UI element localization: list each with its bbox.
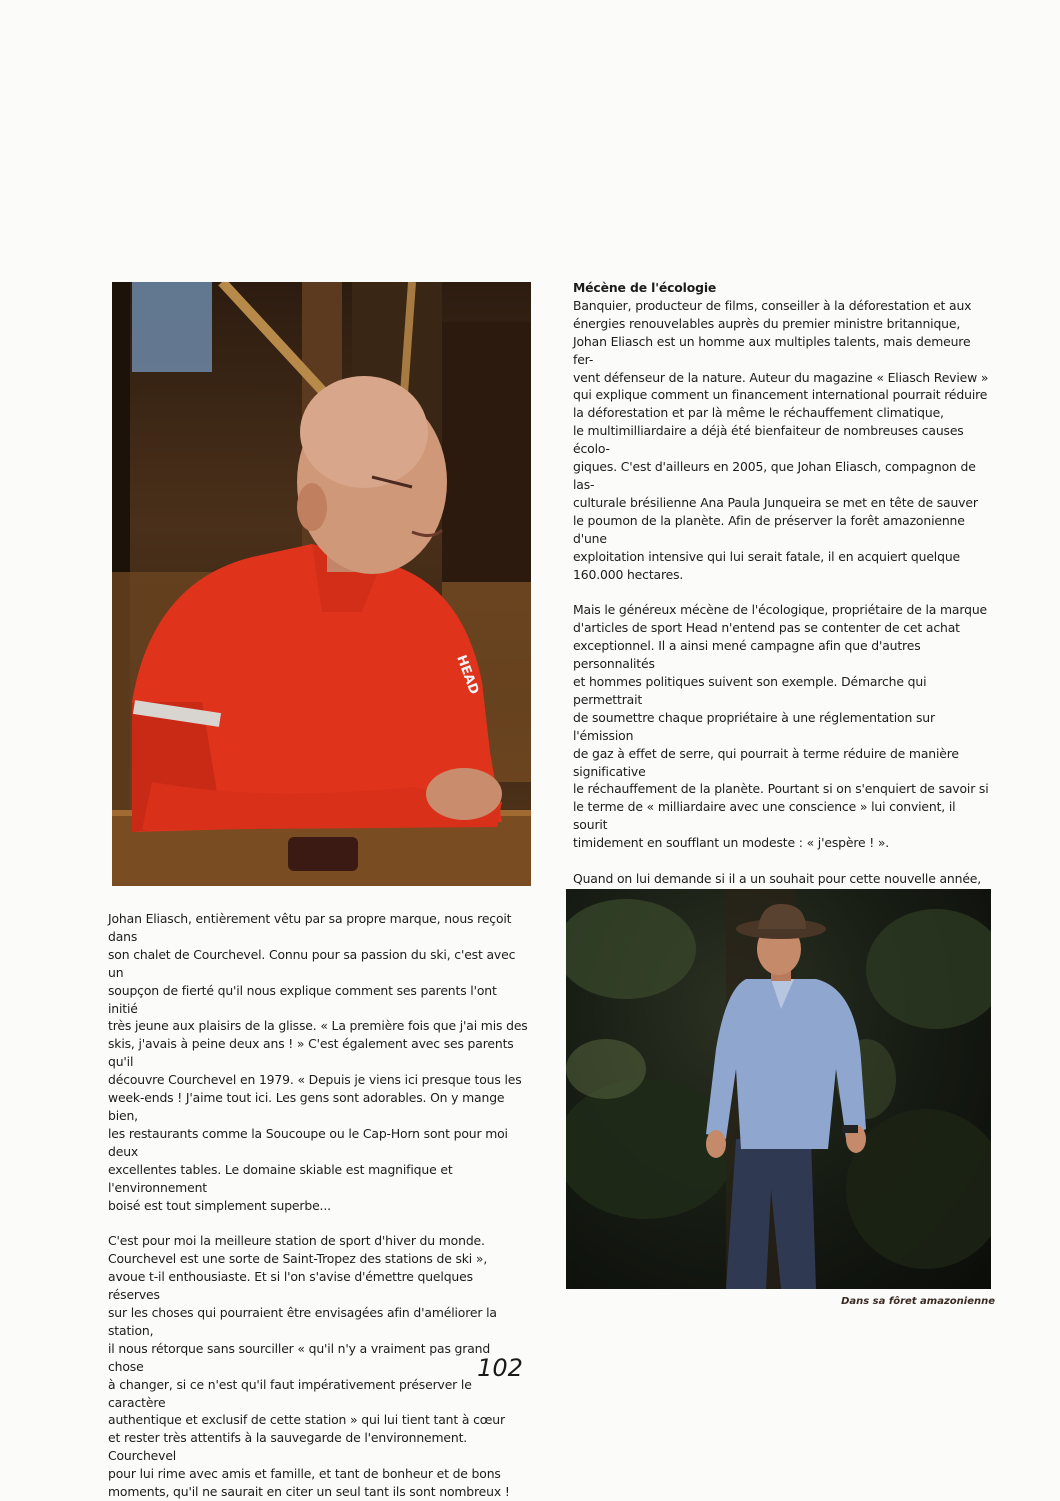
portrait-photo — [112, 282, 531, 886]
article-paragraph: Mais le généreux mécène de l'écologique, propriétaire de la marque d'articles de sport Head n'entend pas se contenter de cet achat exceptionnel. Il a ainsi mené campagne afin que d'autres personnalités et hommes politiques suivent son exemple. Démarche qui permettrait de soumettre chaque propriétaire à une réglementation sur l'émission de gaz à effet de serre, qui pourrait à terme réduire de manière significative le réchauffement de la planète. Pourtant si on s'enquiert de savoir si le terme de « milliardaire avec une conscience » lui convient, il sourit timidement en soufflant un modeste : « j'espère ! ». — [573, 602, 989, 851]
portrait-illustration — [112, 282, 531, 886]
article-paragraph: Banquier, producteur de films, conseiller à la déforestation et aux énergies renouvelables auprès du premier ministre britannique, Johan Eliasch est un homme aux multiples talents, mais demeure fer- vent défenseur de la nature. Auteur du magazine « Eliasch Review » qui explique comment un financement international pourrait réduire la déforestation et par là même le réchauffement climatique, le multimilliardaire a déjà été bienfaiteur de nombreuses causes écolo- giques. C'est d'ailleurs en 2005, que Johan Eliasch, compagnon de las- culturale brésilienne Ana Paula Junqueira se met en tête de sauver le poumon de la planète. Afin de préserver la forêt amazonienne d'une exploitation intensive qui lui serait fatale, il en acquiert quelque 160.000 hectares. — [573, 297, 989, 582]
section-heading: Mécène de l'écologie — [573, 280, 717, 295]
forest-photo — [566, 889, 991, 1289]
forest-illustration — [566, 889, 991, 1289]
article-paragraph: Quand on lui demande si il a un souhait pour cette nouvelle année, — [573, 871, 982, 887]
page-number: 102 — [477, 1354, 523, 1382]
article-paragraph: C'est pour moi la meilleure station de sport d'hiver du monde. Courchevel est une sorte de Saint-Tropez des stations de ski », avoue t-il enthousiaste. Et si l'on s'avise d'émettre quelques réserves sur les choses qui pourraient être envisagées afin d'améliorer la station, il nous rétorque sans sourciller « qu'il n'y a vraiment pas grand chose à changer, si ce n'est qu'il faut impérativement préserver le caractère authentique et exclusif de cette station » qui lui tient tant à cœur et rester très attentifs à la sauvegarde de l'environnement. Courchevel pour lui rime avec amis et famille, et tant de bonheur et de bons moments, qu'il ne saurait en citer un seul tant ils sont nombreux ! — [108, 1233, 510, 1500]
photo-caption: Dans sa fôret amazonienne — [841, 1296, 995, 1307]
article-paragraph: Johan Eliasch, entièrement vêtu par sa propre marque, nous reçoit dans son chalet de Courchevel. Connu pour sa passion du ski, c'est avec un soupçon de fierté qu'il nous explique comment ses parents l'ont initié très jeune aux plaisirs de la glisse. « La première fois que j'ai mis des skis, j'avais à peine deux ans ! » C'est également avec ses parents qu'il découvre Courchevel en 1979. « Depuis je viens ici presque tous les week-ends ! J'aime tout ici. Les gens sont adorables. On y mange bien, les restaurants comme la Soucoupe ou le Cap-Horn sont pour moi deux excellentes tables. Le domaine skiable est magnifique et l'environnement boisé est tout simplement superbe... — [108, 911, 528, 1213]
head-brand-logo: HEAD — [453, 653, 482, 697]
article-left-column — [108, 910, 528, 1501]
